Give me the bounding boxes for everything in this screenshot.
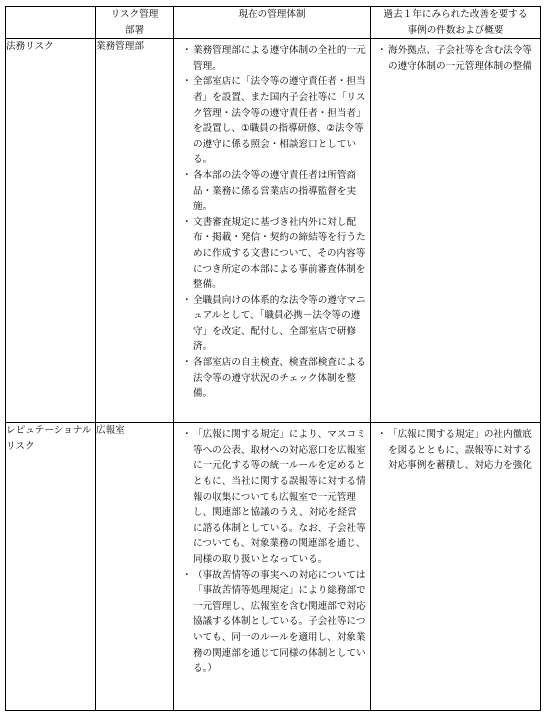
header-department xyxy=(96,7,174,39)
header-issues xyxy=(371,7,541,39)
current-system-cell xyxy=(174,39,371,423)
list-item: ・ 文書審査規定に基づき社内外に対し配布・掲載・発信・契約の締結等を行うために作成する文書について、その内容等につき所定の本部による事前審査体制を整備。 xyxy=(182,215,366,293)
list-item: ・ 業務管理部による遵守体制の全社的一元管理。 xyxy=(182,43,366,74)
list-item: ・ 「広報に関する規定」の社内徹底を図るとともに、誤報等に対する対応事例を蓄積し、対応力を強化 xyxy=(377,427,534,474)
header-department-line2: 部署 xyxy=(124,24,145,36)
header-row xyxy=(6,7,541,39)
list-item: ・ 各本部の法令等の遵守責任者は所管商品・業務に係る営業店の指導監督を実施。 xyxy=(182,168,366,215)
header-issues-line1: 過去１年にみられた改善を要する xyxy=(383,9,528,20)
header-department-line1: リスク管理 xyxy=(110,9,159,20)
header-category xyxy=(6,7,96,39)
risk-category: 法務リスク xyxy=(6,39,96,423)
issues-list xyxy=(371,423,540,478)
list-item: ・ 「広報に関する規定」により、マスコミ等への公表、取材への対応窓口を広報室に一元化する等の統一ルールを定めるとともに、当社に関する誤報等に対する情報の収集についても広報室で一元管理し、関連部と協議のうえ、対応を経営に諮る体制としている。なお、子会社等についても、対象業務の関連部を通じ、同様の取り扱いとなっている。 xyxy=(182,427,366,567)
risk-department: 広報室 xyxy=(96,423,174,711)
issues-cell xyxy=(371,423,541,711)
issues-cell xyxy=(371,39,541,423)
table-row xyxy=(6,423,541,711)
risk-category: レピュテーショナルリスク xyxy=(6,423,96,711)
current-system-list xyxy=(174,39,370,406)
header-issues-line2: 事例の件数および概要 xyxy=(407,24,504,36)
table-row xyxy=(6,39,541,423)
list-item: ・ 全部室店に「法令等の遵守責任者・担当者」を設置、また国内子会社等に「リスク管理・法令等の遵守責任者・担当者」を設置し、①職員の指導研修、②法令等の遵守に係る照会・相談窓口としている。 xyxy=(182,74,366,168)
risk-management-table xyxy=(5,6,541,711)
current-system-cell xyxy=(174,423,371,711)
list-item: ・ （事故苦情等の事実への対応については「事故苦情等処理規定」により総務部で一元管理し、広報室を含む関連部で対応協議する体制としている。子会社等についても、同一のルールを適用し、対象業務の関連部を通じて同様の体制としている。） xyxy=(182,568,366,677)
list-item: ・ 海外拠点、子会社等を含む法令等の遵守体制の一元管理体制の整備 xyxy=(377,43,534,74)
list-item: ・ 全職員向けの体系的な法令等の遵守マニュアルとして、「職員必携－法令等の遵守」を改定、配付し、全部室店で研修済。 xyxy=(182,293,366,355)
issues-list xyxy=(371,39,540,78)
list-item: ・ 各部室店の自主検査、検査部検査による法令等の遵守状況のチェック体制を整備。 xyxy=(182,355,366,402)
header-current-system: 現在の管理体制 xyxy=(174,7,371,39)
current-system-list xyxy=(174,423,370,681)
risk-department: 業務管理部 xyxy=(96,39,174,423)
